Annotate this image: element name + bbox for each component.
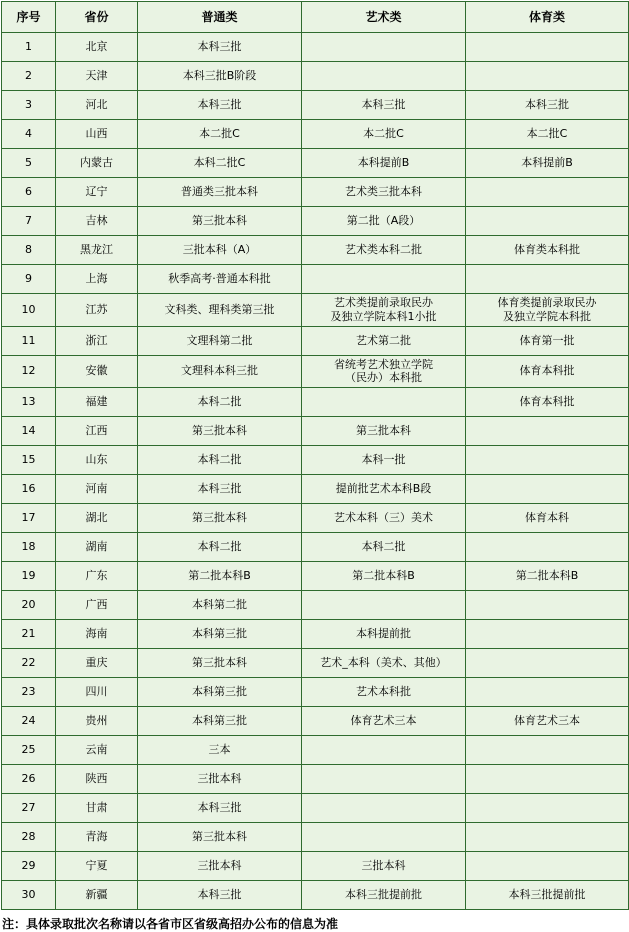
cell-sport: 体育艺术三本 (466, 707, 629, 736)
cell-normal: 本科第三批 (138, 678, 302, 707)
table-row (2, 620, 629, 649)
cell-art (302, 62, 466, 91)
cell-normal: 秋季高考·普通本科批 (138, 265, 302, 294)
cell-sport (466, 736, 629, 765)
cell-normal: 第三批本科 (138, 649, 302, 678)
cell-sport (466, 178, 629, 207)
cell-province: 天津 (56, 62, 138, 91)
column-header-sport: 体育类 (466, 2, 629, 33)
cell-sport: 体育类提前录取民办 及独立学院本科批 (466, 294, 629, 327)
cell-sport (466, 33, 629, 62)
cell-no: 17 (2, 504, 56, 533)
table-row (2, 326, 629, 355)
table-row (2, 649, 629, 678)
table-row (2, 265, 629, 294)
table-row (2, 765, 629, 794)
cell-art: 本科提前B (302, 149, 466, 178)
cell-sport (466, 620, 629, 649)
cell-normal: 本科三批 (138, 881, 302, 910)
table-row (2, 881, 629, 910)
cell-sport: 体育第一批 (466, 326, 629, 355)
cell-province: 宁夏 (56, 852, 138, 881)
table-row (2, 388, 629, 417)
cell-no: 12 (2, 355, 56, 388)
cell-art (302, 794, 466, 823)
cell-province: 重庆 (56, 649, 138, 678)
cell-sport (466, 649, 629, 678)
cell-no: 5 (2, 149, 56, 178)
cell-province: 浙江 (56, 326, 138, 355)
table-header-row (2, 2, 629, 33)
cell-no: 16 (2, 475, 56, 504)
cell-normal: 本科三批 (138, 91, 302, 120)
cell-province: 甘肃 (56, 794, 138, 823)
cell-province: 湖北 (56, 504, 138, 533)
cell-art: 本二批C (302, 120, 466, 149)
cell-normal: 本科第二批 (138, 591, 302, 620)
cell-no: 18 (2, 533, 56, 562)
table-row (2, 294, 629, 327)
cell-province: 陕西 (56, 765, 138, 794)
cell-normal: 本科三批 (138, 33, 302, 62)
cell-sport (466, 265, 629, 294)
table-row (2, 823, 629, 852)
cell-art: 本科二批 (302, 533, 466, 562)
cell-sport: 本二批C (466, 120, 629, 149)
cell-province: 新疆 (56, 881, 138, 910)
cell-no: 24 (2, 707, 56, 736)
cell-province: 青海 (56, 823, 138, 852)
cell-art: 第二批本科B (302, 562, 466, 591)
cell-province: 江苏 (56, 294, 138, 327)
cell-province: 黑龙江 (56, 236, 138, 265)
table-row (2, 149, 629, 178)
cell-normal: 本科二批 (138, 388, 302, 417)
cell-art: 本科一批 (302, 446, 466, 475)
cell-art: 第三批本科 (302, 417, 466, 446)
cell-no: 19 (2, 562, 56, 591)
cell-province: 湖南 (56, 533, 138, 562)
table-row (2, 475, 629, 504)
cell-art: 艺术本科（三）美术 (302, 504, 466, 533)
cell-art: 艺术类提前录取民办 及独立学院本科1小批 (302, 294, 466, 327)
cell-normal: 第三批本科 (138, 417, 302, 446)
cell-normal: 三批本科 (138, 852, 302, 881)
cell-art (302, 33, 466, 62)
cell-province: 山东 (56, 446, 138, 475)
table-row (2, 120, 629, 149)
cell-sport (466, 765, 629, 794)
cell-normal: 本科三批 (138, 794, 302, 823)
table-row (2, 236, 629, 265)
cell-province: 北京 (56, 33, 138, 62)
table-row (2, 504, 629, 533)
cell-no: 15 (2, 446, 56, 475)
column-header-no: 序号 (2, 2, 56, 33)
admission-batch-table (1, 1, 629, 910)
cell-no: 6 (2, 178, 56, 207)
cell-no: 23 (2, 678, 56, 707)
table-row (2, 562, 629, 591)
cell-art (302, 388, 466, 417)
table-row (2, 533, 629, 562)
cell-normal: 第三批本科 (138, 504, 302, 533)
cell-province: 河南 (56, 475, 138, 504)
cell-no: 14 (2, 417, 56, 446)
cell-art: 艺术_本科（美术、其他） (302, 649, 466, 678)
cell-sport (466, 678, 629, 707)
cell-normal: 本二批C (138, 120, 302, 149)
cell-art: 三批本科 (302, 852, 466, 881)
cell-normal: 文理科本科三批 (138, 355, 302, 388)
page-root (0, 1, 629, 931)
cell-province: 江西 (56, 417, 138, 446)
cell-normal: 本科三批B阶段 (138, 62, 302, 91)
cell-no: 28 (2, 823, 56, 852)
cell-sport (466, 475, 629, 504)
cell-art (302, 591, 466, 620)
cell-sport (466, 446, 629, 475)
table-row (2, 736, 629, 765)
cell-no: 9 (2, 265, 56, 294)
cell-no: 22 (2, 649, 56, 678)
cell-art: 省统考艺术独立学院 （民办）本科批 (302, 355, 466, 388)
cell-sport (466, 794, 629, 823)
column-header-normal: 普通类 (138, 2, 302, 33)
cell-normal: 第三批本科 (138, 823, 302, 852)
cell-art: 提前批艺术本科B段 (302, 475, 466, 504)
table-note: 注：具体录取批次名称请以各省市区省级高招办公布的信息为准 (2, 917, 339, 931)
cell-sport (466, 62, 629, 91)
cell-sport (466, 533, 629, 562)
cell-normal: 第三批本科 (138, 207, 302, 236)
cell-province: 云南 (56, 736, 138, 765)
cell-normal: 三批本科（A） (138, 236, 302, 265)
cell-art: 艺术类三批本科 (302, 178, 466, 207)
cell-province: 四川 (56, 678, 138, 707)
cell-art (302, 765, 466, 794)
cell-art (302, 736, 466, 765)
cell-no: 25 (2, 736, 56, 765)
cell-normal: 本科二批C (138, 149, 302, 178)
cell-art: 艺术本科批 (302, 678, 466, 707)
cell-sport: 本科三批 (466, 91, 629, 120)
cell-art: 艺术类本科二批 (302, 236, 466, 265)
cell-sport (466, 823, 629, 852)
cell-normal: 普通类三批本科 (138, 178, 302, 207)
cell-normal: 本科二批 (138, 533, 302, 562)
cell-no: 1 (2, 33, 56, 62)
table-row (2, 591, 629, 620)
cell-art: 本科三批 (302, 91, 466, 120)
cell-province: 山西 (56, 120, 138, 149)
cell-art: 体育艺术三本 (302, 707, 466, 736)
cell-normal: 本科第三批 (138, 620, 302, 649)
cell-art (302, 265, 466, 294)
cell-province: 海南 (56, 620, 138, 649)
table-row (2, 207, 629, 236)
cell-no: 21 (2, 620, 56, 649)
cell-province: 辽宁 (56, 178, 138, 207)
cell-province: 贵州 (56, 707, 138, 736)
cell-province: 河北 (56, 91, 138, 120)
cell-no: 8 (2, 236, 56, 265)
table-row (2, 678, 629, 707)
cell-sport: 体育本科批 (466, 388, 629, 417)
cell-normal: 三本 (138, 736, 302, 765)
cell-no: 4 (2, 120, 56, 149)
cell-normal: 本科第三批 (138, 707, 302, 736)
cell-province: 吉林 (56, 207, 138, 236)
table-row (2, 91, 629, 120)
cell-sport (466, 591, 629, 620)
cell-normal: 文科类、理科类第三批 (138, 294, 302, 327)
cell-sport: 第二批本科B (466, 562, 629, 591)
cell-sport: 体育本科 (466, 504, 629, 533)
cell-sport: 本科三批提前批 (466, 881, 629, 910)
cell-normal: 文理科第二批 (138, 326, 302, 355)
cell-no: 10 (2, 294, 56, 327)
cell-normal: 三批本科 (138, 765, 302, 794)
cell-sport: 体育类本科批 (466, 236, 629, 265)
table-row (2, 355, 629, 388)
cell-sport: 本科提前B (466, 149, 629, 178)
cell-no: 3 (2, 91, 56, 120)
table-row (2, 446, 629, 475)
cell-normal: 第二批本科B (138, 562, 302, 591)
cell-no: 30 (2, 881, 56, 910)
cell-sport (466, 207, 629, 236)
cell-art: 艺术第二批 (302, 326, 466, 355)
cell-sport (466, 852, 629, 881)
cell-normal: 本科三批 (138, 475, 302, 504)
table-header (2, 2, 629, 33)
cell-no: 7 (2, 207, 56, 236)
cell-art: 本科三批提前批 (302, 881, 466, 910)
table-row (2, 417, 629, 446)
cell-province: 安徽 (56, 355, 138, 388)
cell-art: 本科提前批 (302, 620, 466, 649)
cell-province: 广西 (56, 591, 138, 620)
table-row (2, 33, 629, 62)
column-header-province: 省份 (56, 2, 138, 33)
cell-art: 第二批（A段） (302, 207, 466, 236)
cell-no: 11 (2, 326, 56, 355)
cell-province: 广东 (56, 562, 138, 591)
cell-province: 上海 (56, 265, 138, 294)
table-row (2, 62, 629, 91)
cell-no: 26 (2, 765, 56, 794)
cell-province: 福建 (56, 388, 138, 417)
cell-no: 20 (2, 591, 56, 620)
cell-no: 27 (2, 794, 56, 823)
column-header-art: 艺术类 (302, 2, 466, 33)
cell-no: 2 (2, 62, 56, 91)
table-row (2, 852, 629, 881)
cell-no: 29 (2, 852, 56, 881)
cell-art (302, 823, 466, 852)
table-row (2, 707, 629, 736)
table-row (2, 178, 629, 207)
table-body (2, 33, 629, 910)
cell-no: 13 (2, 388, 56, 417)
cell-sport: 体育本科批 (466, 355, 629, 388)
cell-province: 内蒙古 (56, 149, 138, 178)
cell-sport (466, 417, 629, 446)
table-row (2, 794, 629, 823)
cell-normal: 本科二批 (138, 446, 302, 475)
